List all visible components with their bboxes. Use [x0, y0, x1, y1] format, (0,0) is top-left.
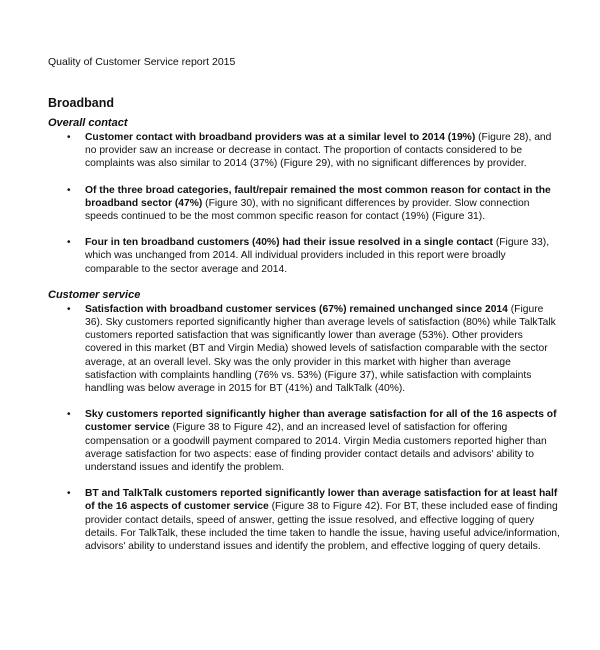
report-header-title: Quality of Customer Service report 2015 [48, 56, 236, 68]
bullet-icon: • [67, 184, 71, 196]
bullet-body-text: (Figure 38 to Figure 42), and an increased level of satisfaction for offering compensation or a goodwill payment compared to 2014. Virgin Media customers reported higher than average satisfaction for two aspects: ease of finding provider contact details and advisors' ability to understand issues and identify the problem. [85, 422, 547, 474]
bullet-lead-text: Of the three broad categories, fault/repair remained the most common reason for contact in the broadband sector (47%) [85, 184, 551, 209]
bullet-body-text: (Figure 28), and no provider saw an increase or decrease in contact. The proportion of contacts considered to be complaints was also similar to 2014 (37%) (Figure 29), with no significant differences by provider. [85, 132, 552, 170]
bullet-list [48, 303, 560, 553]
bullet-lead-text: Sky customers reported significantly higher than average satisfaction for all of the 16 aspects of customer service [85, 409, 557, 434]
list-item [48, 236, 560, 276]
subsection-customer-service [48, 289, 560, 553]
list-item [48, 303, 560, 395]
subsection-title: Overall contact [48, 117, 128, 129]
list-item [48, 487, 560, 553]
bullet-icon: • [67, 488, 71, 500]
bullet-list [48, 131, 560, 276]
bullet-icon: • [67, 409, 71, 421]
bullet-body-text: (Figure 33), which was unchanged from 2014. All individual providers included in this report were broadly comparable to the sector average and 2014. [85, 237, 550, 275]
bullet-body-text: (Figure 38 to Figure 42). For BT, these included ease of finding provider contact details, speed of answer, getting the issue resolved, and effective logging of query details. For TalkTalk, these included the time taken to handle the issue, having useful advice/information, advisors' ability to understand issues and identify the problem, and effective logging of query details. [85, 501, 560, 553]
bullet-lead-text: Four in ten broadband customers (40%) had their issue resolved in a single contact [85, 237, 493, 249]
bullet-lead-text: Customer contact with broadband providers was at a similar level to 2014 (19%) [85, 132, 476, 143]
list-item [48, 184, 560, 224]
list-item [48, 408, 560, 474]
bullet-icon: • [67, 132, 71, 143]
bullet-lead-text: Satisfaction with broadband customer services (67%) remained unchanged since 2014 [85, 303, 508, 315]
bullet-body-text: (Figure 36). Sky customers reported significantly higher than average levels of satisfaction (80%) while TalkTalk customers reported satisfaction that was significantly lower than average (53%). Other providers covered in this market (BT and Virgin Media) showed levels of satisfaction comparable with the sector average, at an overall level. Sky was the only provider in this market with higher than average satisfaction with complaints handling (76% vs. 53%) (Figure 37), while satisfaction with complaints handling was below average in 2015 for BT (41%) and TalkTalk (40%). [85, 303, 556, 395]
subsection-overall-contact [48, 117, 560, 276]
subsection-title: Customer service [48, 288, 141, 301]
bullet-icon: • [67, 303, 71, 315]
section-title: Broadband [48, 96, 114, 110]
list-item [48, 131, 560, 171]
bullet-icon: • [67, 237, 71, 249]
bullet-lead-text: BT and TalkTalk customers reported significantly lower than average satisfaction for at least half of the 16 aspects of customer service [85, 488, 558, 513]
bullet-body-text: (Figure 30), with no significant differences by provider. Slow connection speeds continued to be the most common specific reason for contact (19%) (Figure 31). [85, 197, 530, 223]
